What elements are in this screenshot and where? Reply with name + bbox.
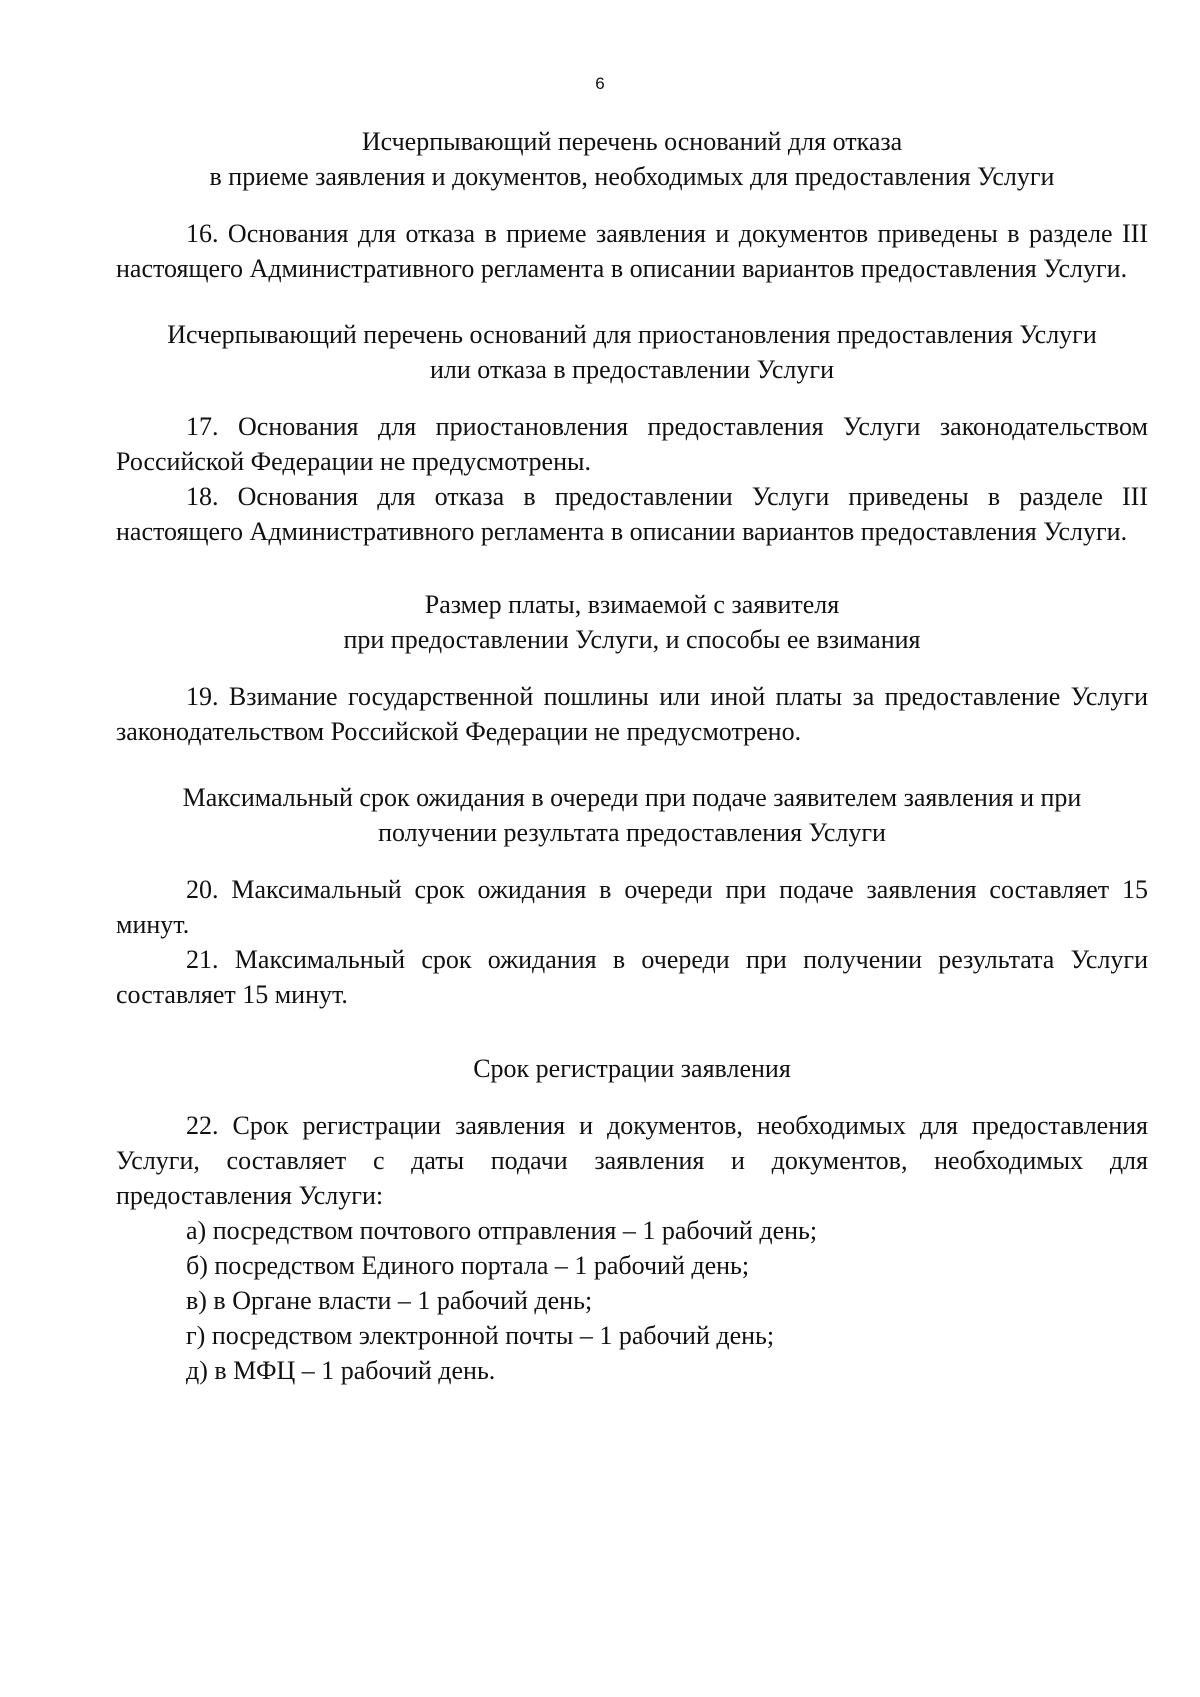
section-heading-suspension-refusal bbox=[116, 317, 1148, 387]
page-number: 6 bbox=[595, 74, 605, 93]
paragraph-17: 17. Основания для приостановления предоставления Услуги законодательством Российской Федерации не предусмотрены. bbox=[116, 412, 1148, 476]
section-heading-refusal-acceptance bbox=[116, 124, 1148, 194]
heading-line: Максимальный срок ожидания в очереди при подаче заявителем заявления и при bbox=[182, 783, 1082, 812]
list-item: в) в Органе власти – 1 рабочий день; bbox=[186, 1286, 593, 1315]
heading-line: Исчерпывающий перечень оснований для приостановления предоставления Услуги bbox=[167, 320, 1097, 349]
paragraph-16: 16. Основания для отказа в приеме заявления и документов приведены в разделе III настоящего Административного регламента в описании вариантов предоставления Услуги. bbox=[116, 219, 1148, 283]
paragraph-19: 19. Взимание государственной пошлины или иной платы за предоставление Услуги законодательством Российской Федерации не предусмотрено. bbox=[116, 682, 1148, 746]
heading-line: Срок регистрации заявления bbox=[473, 1054, 791, 1083]
paragraph-21: 21. Максимальный срок ожидания в очереди при получении результата Услуги составляет 15 минут. bbox=[116, 945, 1148, 1009]
heading-line: при предоставлении Услуги, и способы ее взимания bbox=[343, 625, 921, 654]
list-item: д) в МФЦ – 1 рабочий день. bbox=[186, 1356, 496, 1385]
paragraph-18: 18. Основания для отказа в предоставлении Услуги приведены в разделе III настоящего Административного регламента в описании вариантов предоставления Услуги. bbox=[116, 482, 1148, 546]
paragraph-20: 20. Максимальный срок ожидания в очереди при подаче заявления составляет 15 минут. bbox=[116, 875, 1148, 939]
heading-line: или отказа в предоставлении Услуги bbox=[429, 355, 834, 384]
heading-line: получении результата предоставления Услуги bbox=[378, 818, 886, 847]
document-body bbox=[116, 124, 1148, 1388]
heading-line: в приеме заявления и документов, необходимых для предоставления Услуги bbox=[209, 162, 1055, 191]
list-item: а) посредством почтового отправления – 1 рабочий день; bbox=[186, 1216, 818, 1245]
section-heading-fee bbox=[116, 587, 1148, 657]
paragraph-22: 22. Срок регистрации заявления и документов, необходимых для предоставления Услуги, составляет с даты подачи заявления и документов, необходимых для предоставления Услуги: bbox=[116, 1111, 1148, 1210]
heading-line: Размер платы, взимаемой с заявителя bbox=[424, 590, 840, 619]
section-heading-registration-term bbox=[116, 1051, 1148, 1086]
heading-line: Исчерпывающий перечень оснований для отказа bbox=[361, 127, 903, 156]
list-item: б) посредством Единого портала – 1 рабочий день; bbox=[186, 1251, 750, 1280]
list-item: г) посредством электронной почты – 1 рабочий день; bbox=[186, 1321, 775, 1350]
section-heading-queue-time bbox=[116, 780, 1148, 850]
